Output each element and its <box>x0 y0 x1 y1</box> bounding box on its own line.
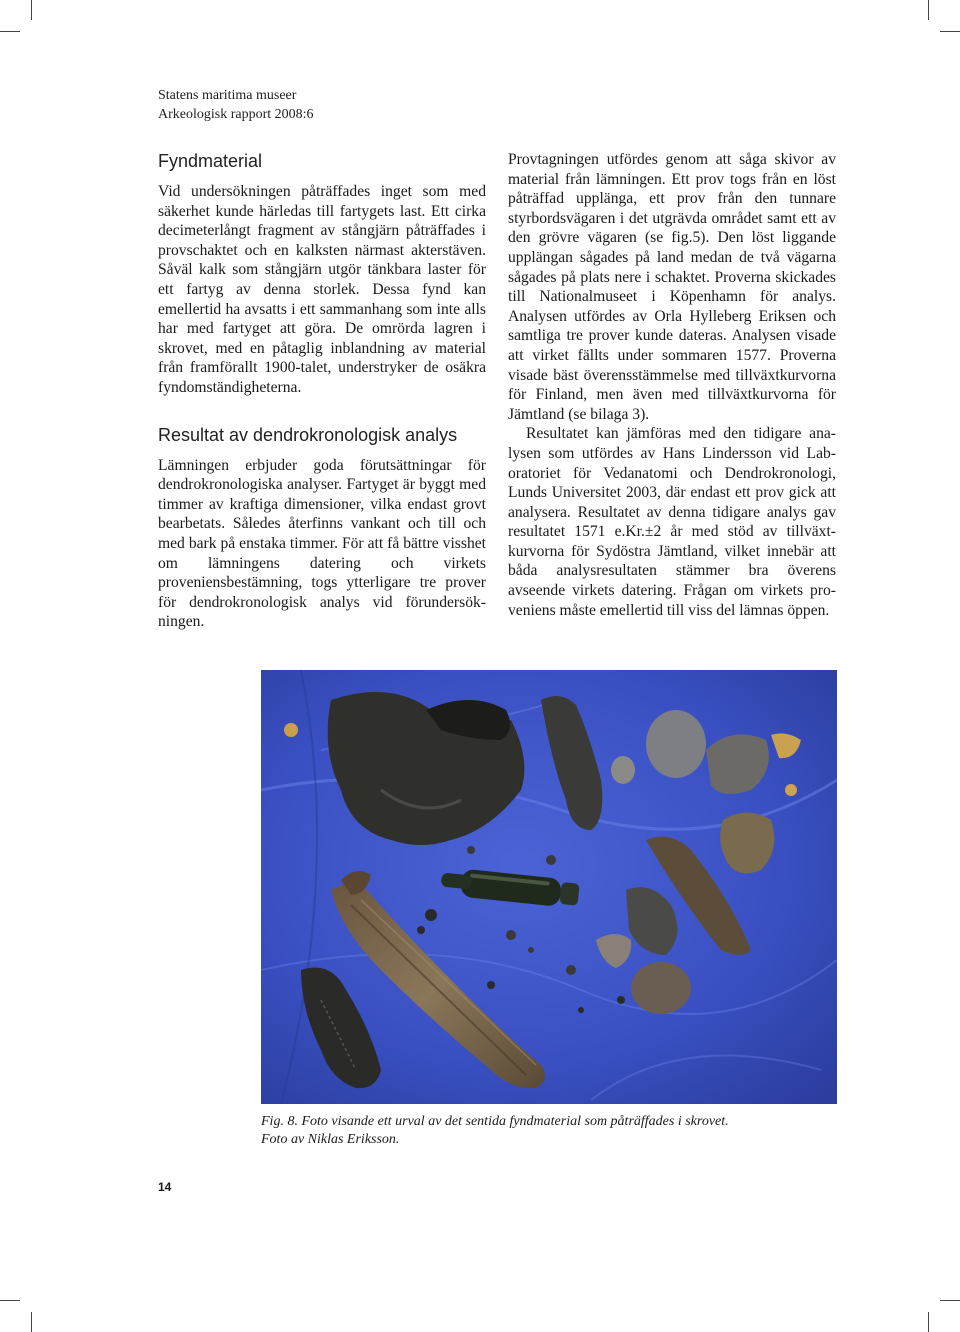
figure-caption <box>261 1113 837 1149</box>
paragraph-dendro-analysis: Lämningen erbjuder goda förutsättningar för dendrokronologiska analyser. Fartyget är byggt med timmer av kraftiga dimensioner, vilka endast grovt bearbetats. Således återfinns vankant och till och med bark på enstaka timmer. För att få bättre visshet om lämningens datering och virkets proveniensbestämning, togs ytterligare tre prover för dendrokronologisk analys vid förundersökningen. <box>158 456 486 631</box>
crop-mark-tr-vertical <box>928 0 929 20</box>
running-header <box>158 86 314 124</box>
crop-mark-br-vertical <box>928 1312 929 1332</box>
crop-mark-bl-vertical <box>31 1312 32 1332</box>
right-column <box>508 150 836 620</box>
crop-mark-tr-horizontal <box>940 31 960 32</box>
header-publisher: Statens maritima museer <box>158 88 297 103</box>
caption-line-1: Fig. 8. Foto visande ett urval av det sentida fyndmaterial som påträffades i skrovet. <box>261 1114 729 1129</box>
left-column <box>158 150 486 632</box>
caption-line-2: Foto av Niklas Eriksson. <box>261 1132 400 1147</box>
heading-dendro-analysis: Resultat av dendrokronologisk analys <box>158 424 458 445</box>
header-report-id: Arkeologisk rapport 2008:6 <box>158 107 314 122</box>
crop-mark-tl-horizontal <box>0 31 20 32</box>
paragraph-sampling: Provtagningen utfördes genom att såga skivor av material från lämningen. Ett prov togs från en löst påträffad upplänga, ett prov från den tunnare styrbordsvägaren i det utgrävda området samt ett av den grövre vägaren (se fig.5). Den löst liggande upplängan sågades på land medan de två vägarna sågades på plats nere i schaktet. Proverna skickades till Nationalmuseet i Köpenhamn för analys. Analysen utfördes av Orla Hylleberg Eriksen och samtliga tre prover kunde dateras. Analysen visade att virket fällts under sommaren 1577. Proverna visade bäst överensstämmelse med tillväxtkurvorna för Finland, men även med tillväxtkurvorna för Jämtland (se bilaga 3). <box>508 151 836 423</box>
crop-mark-tl-vertical <box>31 0 32 20</box>
paragraph-comparison: Resultatet kan jämföras med den tidigare analysen som utfördes av Hans Lindersson vid Laboratoriet för Vedanatomi och Dendrokronologi, Lunds Universitet 2003, där endast ett prov gick att analysera. Resultatet av denna tidigare analys gav resultatet 1571 e.Kr.±2 år med stöd av tillväxtkurvorna för Sydöstra Jämtland, vilket innebär att båda analysresultaten stämmer bra överens avseende virkets datering. Frågan om virkets proveniens måste emellertid till viss del lämnas öppen. <box>508 425 836 619</box>
crop-mark-bl-horizontal <box>0 1300 20 1301</box>
page-number: 14 <box>158 1180 172 1194</box>
finds-photograph <box>261 670 837 1104</box>
crop-mark-br-horizontal <box>940 1300 960 1301</box>
heading-fyndmaterial: Fyndmaterial <box>158 151 263 171</box>
paragraph-fyndmaterial: Vid undersökningen påträffades inget som med säkerhet kunde härledas till fartygets last. Ett cirka decimeterlångt fragment av stångjärn påträffades i provschaktet och en kalksten närmast akterstäven. Såväl kalk som stångjärn utgör tänkbara laster för ett fartyg av denna storlek. Dessa fynd kan emellertid ha avsatts i ett sammanhang som inte alls har med fartyget att göra. De omrörda lagren i skrovet, med en påtaglig inblandning av material från framförallt 1900-talet, understryker de osäkra fyndomständigheterna. <box>158 183 486 396</box>
